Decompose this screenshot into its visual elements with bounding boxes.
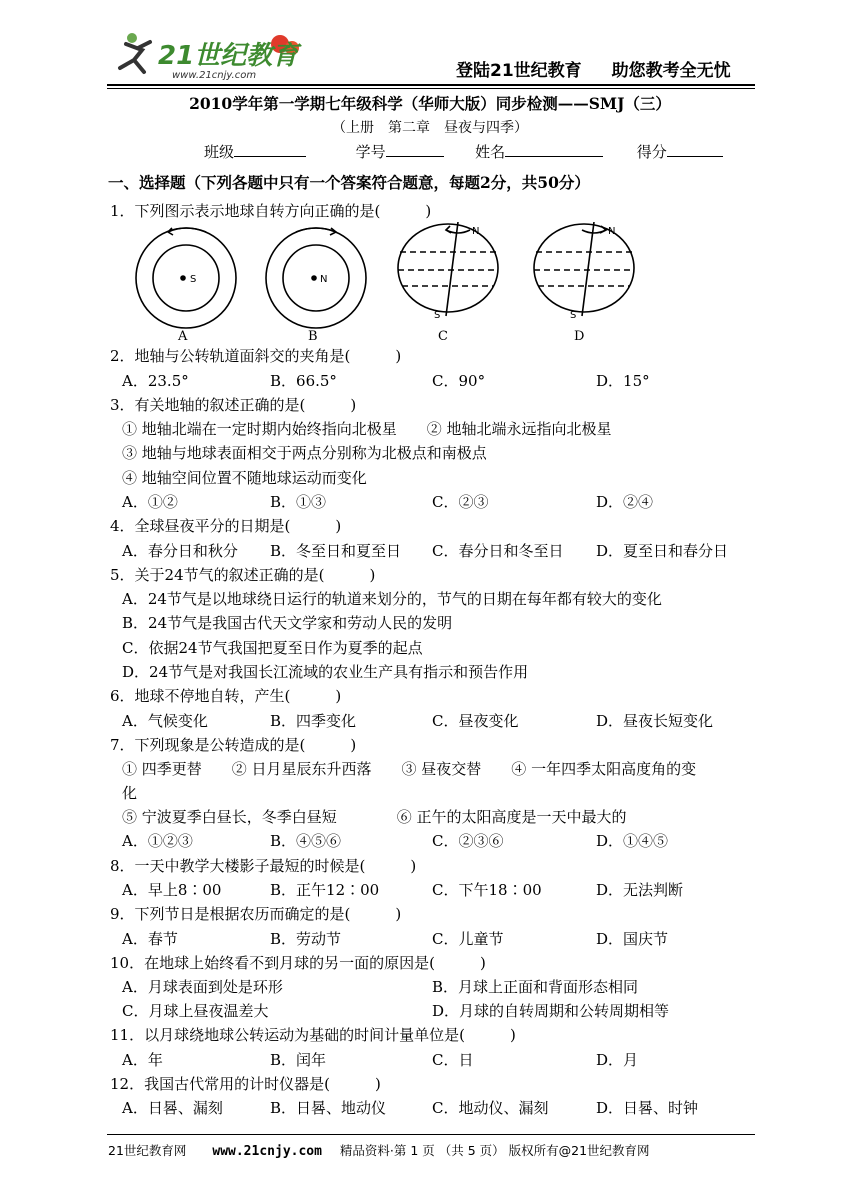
q3-statement-2: ③ 地轴与地球表面相交于两点分别称为北极点和南极点 [122, 444, 487, 462]
field-name-blank[interactable] [505, 142, 603, 157]
question-5: 5．关于24节气的叙述正确的是( ) [110, 566, 376, 584]
question-10: 10．在地球上始终看不到月球的另一面的原因是( ) [110, 954, 486, 972]
question-12: 12．我国古代常用的计时仪器是( ) [110, 1075, 381, 1093]
q11-option-c[interactable]: C．日 [432, 1051, 474, 1069]
figure-a [136, 228, 236, 344]
q12-option-a[interactable]: A．日晷、漏刻 [122, 1099, 223, 1117]
q3-statement-1: ① 地轴北端在一定时期内始终指向北极星 ② 地轴北端永远指向北极星 [122, 420, 612, 438]
figure-label-b: B [308, 329, 318, 344]
svg-text:N: N [472, 226, 480, 237]
svg-text:N: N [608, 226, 616, 237]
svg-text:S: S [434, 310, 441, 321]
figure-c [398, 222, 498, 344]
q6-option-d[interactable]: D．昼夜长短变化 [596, 712, 714, 730]
question-6: 6．地球不停地自转，产生( ) [110, 687, 342, 705]
page-title: 2010学年第一学期七年级科学（华师大版）同步检测——SMJ（三） [189, 94, 671, 113]
q6-option-b[interactable]: B．四季变化 [270, 712, 357, 730]
slogan-help: 助您教考全无忧 [611, 61, 731, 81]
svg-text:S: S [190, 274, 197, 285]
q12-option-d[interactable]: D．日晷、时钟 [596, 1099, 699, 1117]
q4-option-c[interactable]: C．春分日和冬至日 [432, 542, 564, 560]
section-heading: 一、选择题（下列各题中只有一个答案符合题意，每题2分，共50分） [108, 173, 590, 192]
q7-statement-2: ⑤ 宁波夏季白昼长，冬季白昼短 ⑥ 正午的太阳高度是一天中最大的 [122, 808, 627, 826]
runner-icon [120, 33, 150, 72]
footer-brand: 21世纪教育网 [108, 1143, 187, 1158]
q8-option-c[interactable]: C．下午18∶00 [432, 881, 542, 899]
q9-option-c[interactable]: C．儿童节 [432, 930, 504, 948]
page-footer [108, 1141, 650, 1159]
q12-option-b[interactable]: B．日晷、地动仪 [270, 1099, 387, 1117]
logo-21cnjy[interactable] [112, 30, 302, 82]
q3-statement-3: ④ 地轴空间位置不随地球运动而变化 [122, 469, 367, 487]
q9-option-d[interactable]: D．国庆节 [596, 930, 669, 948]
q4-option-d[interactable]: D．夏至日和春分日 [596, 542, 729, 560]
q9-option-b[interactable]: B．劳动节 [270, 930, 342, 948]
q2-option-c[interactable]: C．90° [432, 372, 486, 390]
question-3: 3．有关地轴的叙述正确的是( ) [110, 396, 357, 414]
q2-option-a[interactable]: A．23.5° [122, 372, 189, 390]
field-score-blank[interactable] [667, 142, 723, 157]
q5-option-c[interactable]: C．依据24节气我国把夏至日作为夏季的起点 [122, 639, 423, 657]
q7-statement-1: ① 四季更替 ② 日月星辰东升西落 ③ 昼夜交替 ④ 一年四季太阳高度角的变 [122, 760, 697, 778]
q8-option-b[interactable]: B．正午12∶00 [270, 881, 380, 899]
footer-site-link[interactable]: www.21cnjy.com [212, 1144, 322, 1159]
footer-page-info: 精品资料·第 1 页 （共 5 页） 版权所有@21世纪教育网 [339, 1143, 650, 1158]
question-8: 8．一天中教学大楼影子最短的时候是( ) [110, 857, 417, 875]
svg-text:N: N [320, 274, 328, 285]
field-name-label: 姓名 [475, 143, 506, 161]
q5-option-a[interactable]: A．24节气是以地球绕日运行的轨道来划分的，节气的日期在每年都有较大的变化 [122, 590, 662, 608]
field-number-label: 学号 [355, 143, 386, 161]
question-9: 9．下列节日是根据农历而确定的是( ) [110, 905, 402, 923]
q12-option-c[interactable]: C．地动仪、漏刻 [432, 1099, 549, 1117]
field-score-label: 得分 [636, 143, 667, 161]
header-divider-thin [107, 88, 755, 89]
figure-d [534, 222, 634, 344]
q11-option-b[interactable]: B．闰年 [270, 1051, 327, 1069]
figure-label-c: C [438, 329, 448, 344]
logo-text: 21世纪教育 [158, 41, 299, 71]
q2-option-b[interactable]: B．66.5° [270, 372, 337, 390]
figure-label-a: A [178, 329, 188, 344]
q3-option-b[interactable]: B．①③ [270, 493, 327, 511]
q6-option-c[interactable]: C．昼夜变化 [432, 712, 519, 730]
header-slogan [456, 56, 731, 81]
q8-option-a[interactable]: A．早上8∶00 [122, 881, 222, 899]
q5-option-d[interactable]: D．24节气是对我国长江流域的农业生产具有指示和预告作用 [122, 663, 529, 681]
q10-option-b[interactable]: B．月球上正面和背面形态相同 [432, 978, 639, 996]
figure-label-d: D [574, 329, 585, 344]
field-class-label: 班级 [204, 143, 235, 161]
q7-option-c[interactable]: C．②③⑥ [432, 832, 504, 850]
q8-option-d[interactable]: D．无法判断 [596, 881, 684, 899]
figure-b [266, 228, 366, 344]
header-divider [107, 84, 755, 86]
earth-rotation-figure [128, 222, 648, 344]
logo-url: www.21cnjy.com [172, 70, 257, 81]
footer-divider [107, 1134, 755, 1135]
q10-option-a[interactable]: A．月球表面到处是环形 [122, 978, 283, 996]
q4-option-a[interactable]: A．春分日和秋分 [122, 542, 238, 560]
question-1: 1．下列图示表示地球自转方向正确的是( ) [110, 202, 432, 220]
q3-option-c[interactable]: C．②③ [432, 493, 489, 511]
q7-option-d[interactable]: D．①④⑤ [596, 832, 669, 850]
q9-option-a[interactable]: A．春节 [122, 930, 178, 948]
field-number-blank[interactable] [386, 142, 444, 157]
q10-option-c[interactable]: C．月球上昼夜温差大 [122, 1002, 269, 1020]
q11-option-a[interactable]: A．年 [122, 1051, 163, 1069]
field-class-blank[interactable] [234, 142, 306, 157]
q3-option-d[interactable]: D．②④ [596, 493, 654, 511]
svg-text:S: S [570, 310, 577, 321]
slogan-login: 登陆21世纪教育 [456, 61, 582, 81]
q7-statement-1-cont: 化 [122, 784, 138, 802]
question-4: 4．全球昼夜平分的日期是( ) [110, 517, 342, 535]
question-11: 11．以月球绕地球公转运动为基础的时间计量单位是( ) [110, 1026, 516, 1044]
q7-option-b[interactable]: B．④⑤⑥ [270, 832, 342, 850]
question-7: 7．下列现象是公转造成的是( ) [110, 736, 357, 754]
q11-option-d[interactable]: D．月 [596, 1051, 639, 1069]
question-2: 2．地轴与公转轨道面斜交的夹角是( ) [110, 347, 402, 365]
q5-option-b[interactable]: B．24节气是我国古代天文学家和劳动人民的发明 [122, 614, 453, 632]
q6-option-a[interactable]: A．气候变化 [122, 712, 208, 730]
student-info-fields [204, 141, 723, 162]
page-subtitle: （上册 第二章 昼夜与四季） [332, 120, 528, 136]
q10-option-d[interactable]: D．月球的自转周期和公转周期相等 [432, 1002, 670, 1020]
q7-option-a[interactable]: A．①②③ [122, 832, 193, 850]
q3-option-a[interactable]: A．①② [122, 493, 178, 511]
q4-option-b[interactable]: B．冬至日和夏至日 [270, 542, 402, 560]
q2-option-d[interactable]: D．15° [596, 372, 650, 390]
